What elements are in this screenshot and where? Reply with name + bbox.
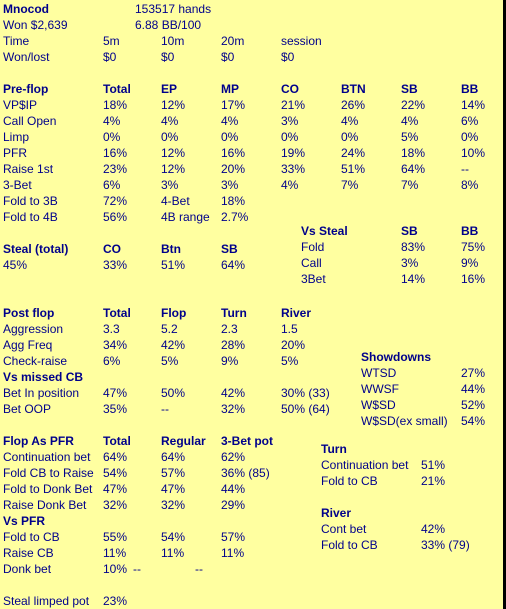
four-bet-value: 18%	[221, 194, 246, 208]
river-row-value: 33% (79)	[421, 538, 470, 552]
flop-pfr-row-label: Fold CB to Raise	[3, 466, 94, 480]
steal-limped-label: Steal limped pot	[3, 594, 90, 608]
flop-pfr-col-total: Total	[103, 434, 131, 448]
preflop-cell: 33%	[281, 162, 306, 176]
turn-row-value: 21%	[421, 474, 446, 488]
postflop-cell: 5.2	[161, 322, 178, 336]
flop-pfr-cell: 57%	[161, 466, 186, 480]
postflop-row-label: Aggression	[3, 322, 64, 336]
vs-pfr-cell: 11%	[103, 546, 127, 560]
postflop-cell: 20%	[281, 338, 306, 352]
preflop-cell: 16%	[221, 146, 246, 160]
vs-pfr-cell: 55%	[103, 530, 128, 544]
postflop-cell: 3.3	[103, 322, 120, 336]
showdown-value: 52%	[461, 398, 486, 412]
preflop-cell: 6%	[103, 178, 121, 192]
preflop-cell: 7%	[341, 178, 359, 192]
preflop-cell: 10%	[461, 146, 486, 160]
preflop-row-label: Raise 1st	[3, 162, 54, 176]
preflop-cell: 26%	[341, 98, 366, 112]
flop-pfr-row-label: Raise Donk Bet	[3, 498, 87, 512]
vs-pfr-cell: --	[133, 562, 141, 576]
missed-cb-cell: 50% (64)	[281, 402, 330, 416]
missed-cb-cell: 35%	[103, 402, 128, 416]
postflop-cell: 9%	[221, 354, 239, 368]
river-title: River	[321, 506, 352, 520]
flop-pfr-cell: 54%	[103, 466, 128, 480]
preflop-cell: 14%	[461, 98, 486, 112]
time-label: Time	[3, 34, 30, 48]
flop-pfr-cell: 36% (85)	[221, 466, 270, 480]
missed-cb-cell: --	[161, 402, 169, 416]
bb-per-100: 6.88 BB/100	[135, 18, 202, 32]
player-name: Mnocod	[3, 2, 49, 16]
postflop-cell: 42%	[161, 338, 186, 352]
flop-pfr-cell: 62%	[221, 450, 246, 464]
preflop-cell: 23%	[103, 162, 128, 176]
interval-10m: 10m	[161, 34, 185, 48]
preflop-row-label: VP$IP	[3, 98, 38, 112]
missed-cb-cell: 50%	[161, 386, 186, 400]
steal-btn-value: 51%	[161, 258, 186, 272]
vs-pfr-cell: 11%	[221, 546, 245, 560]
vs-pfr-row-label: Donk bet	[3, 562, 52, 576]
preflop-cell: 21%	[281, 98, 306, 112]
steal-co-value: 33%	[103, 258, 128, 272]
missed-cb-cell: 42%	[221, 386, 246, 400]
hands-count: 153517 hands	[135, 2, 212, 16]
won-amount: Won $2,639	[3, 18, 68, 32]
turn-row-value: 51%	[421, 458, 446, 472]
postflop-cell: 28%	[221, 338, 246, 352]
missed-cb-cell: 30% (33)	[281, 386, 330, 400]
postflop-cell: 5%	[281, 354, 299, 368]
fold-to-4b-value: 56%	[103, 210, 128, 224]
interval-20m: 20m	[221, 34, 245, 48]
postflop-cell: 34%	[103, 338, 128, 352]
preflop-col-co: CO	[281, 82, 299, 96]
showdown-label: WTSD	[361, 366, 397, 380]
showdown-value: 27%	[461, 366, 486, 380]
preflop-col-sb: SB	[401, 82, 418, 96]
preflop-cell: 12%	[161, 98, 186, 112]
preflop-cell: 4%	[281, 178, 299, 192]
missed-cb-cell: 47%	[103, 386, 128, 400]
postflop-col-flop: Flop	[161, 306, 187, 320]
preflop-row-label: Limp	[3, 130, 30, 144]
vs-steal-cell: 9%	[461, 256, 479, 270]
vs-steal-row-label: Fold	[301, 240, 325, 254]
showdown-label: WWSF	[361, 382, 399, 396]
steal-limped-value: 23%	[103, 594, 128, 608]
flop-pfr-cell: 64%	[161, 450, 186, 464]
missed-cb-row-label: Bet OOP	[3, 402, 52, 416]
showdown-label: W$SD	[361, 398, 396, 412]
flop-pfr-cell: 47%	[103, 482, 128, 496]
preflop-col-btn: BTN	[341, 82, 366, 96]
steal-col-sb: SB	[221, 242, 238, 256]
preflop-cell: 0%	[161, 130, 179, 144]
steal-total-value: 45%	[3, 258, 28, 272]
preflop-cell: 3%	[221, 178, 239, 192]
postflop-row-label: Check-raise	[3, 354, 68, 368]
vs-steal-cell: 75%	[461, 240, 486, 254]
river-row-value: 42%	[421, 522, 446, 536]
wonlost-5m: $0	[103, 50, 117, 64]
vs-pfr-cell: 57%	[221, 530, 246, 544]
river-row-label: Cont bet	[321, 522, 367, 536]
preflop-cell: 16%	[103, 146, 128, 160]
postflop-title: Post flop	[3, 306, 55, 320]
vs-pfr-cell: 54%	[161, 530, 186, 544]
preflop-cell: 0%	[281, 130, 299, 144]
turn-title: Turn	[321, 442, 347, 456]
four-bet-range-value: 2.7%	[221, 210, 249, 224]
preflop-cell: --	[461, 162, 469, 176]
flop-pfr-cell: 47%	[161, 482, 186, 496]
showdowns-title: Showdowns	[361, 350, 431, 364]
steal-col-co: CO	[103, 242, 121, 256]
preflop-title: Pre-flop	[3, 82, 49, 96]
flop-pfr-cell: 64%	[103, 450, 128, 464]
preflop-cell: 22%	[401, 98, 426, 112]
preflop-cell: 4%	[401, 114, 419, 128]
vs-steal-col-bb: BB	[461, 224, 479, 238]
vs-steal-row-label: Call	[301, 256, 322, 270]
preflop-cell: 12%	[161, 162, 186, 176]
preflop-row-label: 3-Bet	[3, 178, 32, 192]
steal-sb-value: 64%	[221, 258, 246, 272]
vs-pfr-cell: 10%	[103, 562, 128, 576]
river-row-label: Fold to CB	[321, 538, 378, 552]
preflop-cell: 7%	[401, 178, 419, 192]
preflop-cell: 17%	[221, 98, 246, 112]
flop-pfr-row-label: Continuation bet	[3, 450, 91, 464]
preflop-cell: 18%	[103, 98, 128, 112]
fold-to-4b-label: Fold to 4B	[3, 210, 58, 224]
preflop-row-label: Call Open	[3, 114, 57, 128]
missed-cb-row-label: Bet In position	[3, 386, 80, 400]
vs-steal-col-sb: SB	[401, 224, 418, 238]
wonlost-session: $0	[281, 50, 295, 64]
preflop-cell: 12%	[161, 146, 186, 160]
postflop-col-turn: Turn	[221, 306, 247, 320]
postflop-cell: 1.5	[281, 322, 298, 336]
preflop-cell: 51%	[341, 162, 366, 176]
postflop-col-river: River	[281, 306, 312, 320]
preflop-cell: 4%	[103, 114, 121, 128]
preflop-cell: 5%	[401, 130, 419, 144]
postflop-cell: 5%	[161, 354, 179, 368]
vs-pfr-row-label: Raise CB	[3, 546, 54, 560]
preflop-cell: 19%	[281, 146, 306, 160]
preflop-cell: 3%	[281, 114, 299, 128]
vs-pfr-row-label: Fold to CB	[3, 530, 60, 544]
preflop-col-ep: EP	[161, 82, 178, 96]
vs-steal-cell: 83%	[401, 240, 426, 254]
postflop-row-label: Agg Freq	[3, 338, 53, 352]
preflop-cell: 6%	[461, 114, 479, 128]
preflop-cell: 24%	[341, 146, 366, 160]
fold-to-3b-value: 72%	[103, 194, 128, 208]
postflop-cell: 6%	[103, 354, 121, 368]
vs-steal-cell: 3%	[401, 256, 419, 270]
preflop-cell: 4%	[221, 114, 239, 128]
turn-row-label: Fold to CB	[321, 474, 378, 488]
steal-title: Steal (total)	[3, 242, 69, 256]
flop-pfr-cell: 32%	[103, 498, 128, 512]
vs-steal-row-label: 3Bet	[301, 272, 326, 286]
preflop-cell: 3%	[161, 178, 179, 192]
preflop-cell: 0%	[221, 130, 239, 144]
postflop-cell: 2.3	[221, 322, 238, 336]
fold-to-3b-label: Fold to 3B	[3, 194, 58, 208]
missed-cb-cell: 32%	[221, 402, 246, 416]
preflop-cell: 20%	[221, 162, 246, 176]
preflop-row-label: PFR	[3, 146, 27, 160]
turn-row-label: Continuation bet	[321, 458, 409, 472]
flop-pfr-cell: 29%	[221, 498, 246, 512]
preflop-cell: 4%	[161, 114, 179, 128]
flop-pfr-col-3bet: 3-Bet pot	[221, 434, 273, 448]
preflop-cell: 64%	[401, 162, 426, 176]
vs-steal-cell: 14%	[401, 272, 426, 286]
preflop-cell: 0%	[461, 130, 479, 144]
postflop-col-total: Total	[103, 306, 131, 320]
showdown-value: 44%	[461, 382, 486, 396]
wonlost-10m: $0	[161, 50, 175, 64]
preflop-cell: 18%	[401, 146, 426, 160]
flop-pfr-cell: 32%	[161, 498, 186, 512]
preflop-cell: 0%	[103, 130, 121, 144]
vs-steal-cell: 16%	[461, 272, 486, 286]
interval-session: session	[281, 34, 322, 48]
four-bet-label: 4-Bet	[161, 194, 190, 208]
steal-col-btn: Btn	[161, 242, 181, 256]
wonlost-label: Won/lost	[3, 50, 50, 64]
preflop-col-bb: BB	[461, 82, 479, 96]
preflop-cell: 0%	[341, 130, 359, 144]
four-bet-range-label: 4B range	[161, 210, 210, 224]
vs-pfr-cell: --	[195, 562, 203, 576]
flop-pfr-row-label: Fold to Donk Bet	[3, 482, 93, 496]
showdown-label: W$SD(ex small)	[361, 414, 448, 428]
showdown-value: 54%	[461, 414, 486, 428]
vs-pfr-title: Vs PFR	[3, 514, 46, 528]
preflop-cell: 4%	[341, 114, 359, 128]
vs-steal-title: Vs Steal	[301, 224, 348, 238]
flop-pfr-col-regular: Regular	[161, 434, 206, 448]
flop-pfr-title: Flop As PFR	[3, 434, 74, 448]
preflop-cell: 8%	[461, 178, 479, 192]
preflop-col-total: Total	[103, 82, 131, 96]
interval-5m: 5m	[103, 34, 120, 48]
vs-pfr-cell: 11%	[161, 546, 185, 560]
wonlost-20m: $0	[221, 50, 235, 64]
flop-pfr-cell: 44%	[221, 482, 246, 496]
vs-missed-cb-title: Vs missed CB	[3, 370, 84, 384]
preflop-col-mp: MP	[221, 82, 239, 96]
